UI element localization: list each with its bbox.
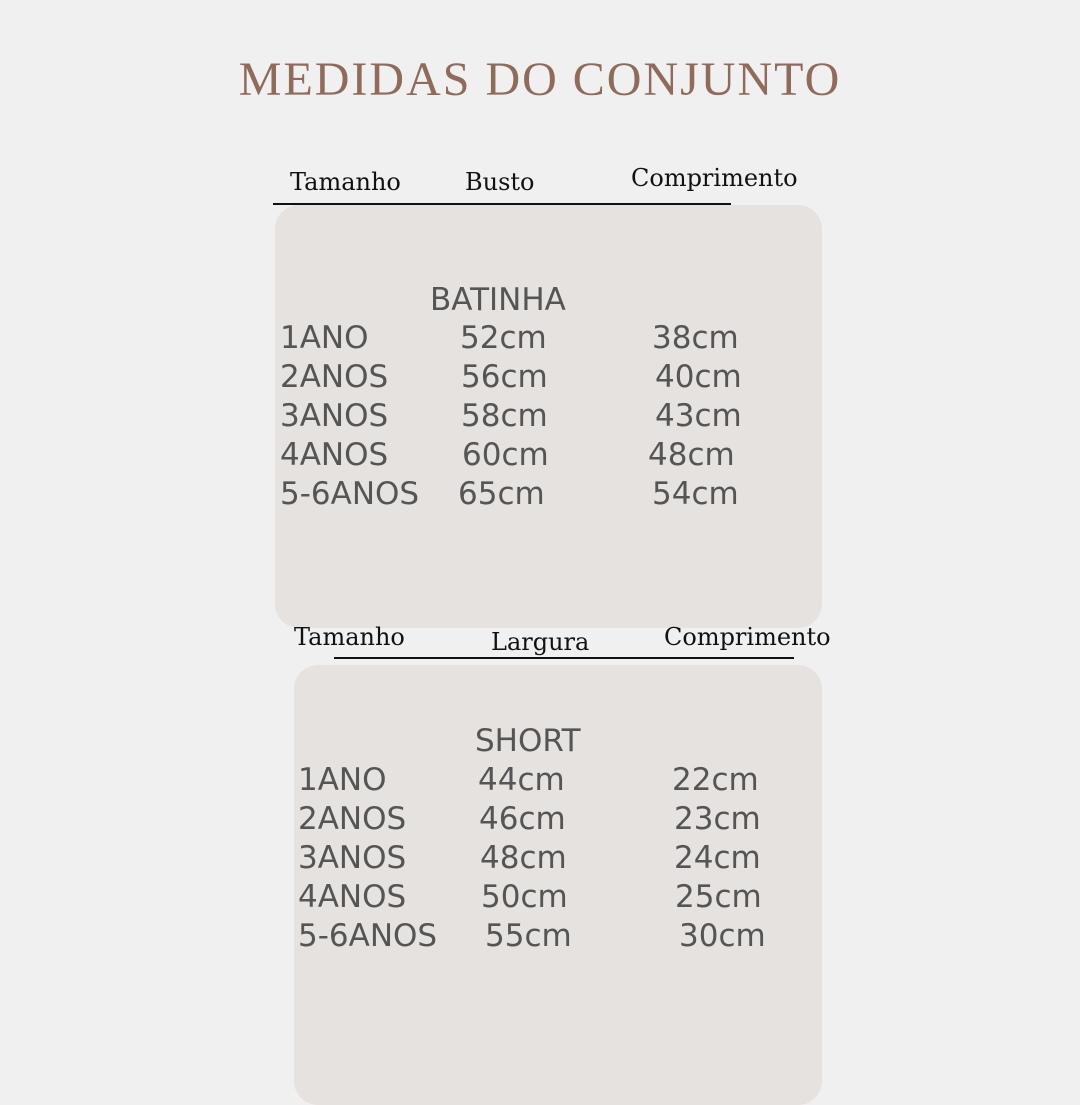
short-header-comprimento: Comprimento	[664, 623, 831, 651]
short-largura: 55cm	[485, 918, 572, 954]
short-size: 5-6ANOS	[298, 918, 438, 954]
batinha-label: BATINHA	[430, 282, 566, 318]
batinha-comprimento: 48cm	[648, 437, 735, 473]
batinha-size: 1ANO	[280, 320, 369, 356]
batinha-busto: 60cm	[462, 437, 549, 473]
page-title: MEDIDAS DO CONJUNTO	[238, 53, 842, 106]
short-header-divider	[334, 657, 794, 659]
short-size: 2ANOS	[298, 801, 407, 837]
batinha-header-tamanho: Tamanho	[290, 168, 401, 196]
batinha-header-busto: Busto	[465, 168, 535, 196]
short-comprimento: 30cm	[679, 918, 766, 954]
short-comprimento: 23cm	[674, 801, 761, 837]
batinha-size: 3ANOS	[280, 398, 389, 434]
short-size: 4ANOS	[298, 879, 407, 915]
batinha-busto: 56cm	[461, 359, 548, 395]
short-label: SHORT	[475, 723, 581, 759]
batinha-size: 4ANOS	[280, 437, 389, 473]
short-largura: 44cm	[478, 762, 565, 798]
batinha-comprimento: 40cm	[655, 359, 742, 395]
batinha-size: 2ANOS	[280, 359, 389, 395]
batinha-comprimento: 43cm	[655, 398, 742, 434]
short-size: 1ANO	[298, 762, 387, 798]
short-header-largura: Largura	[491, 628, 590, 656]
short-header-tamanho: Tamanho	[294, 623, 405, 651]
batinha-header-comprimento: Comprimento	[631, 164, 798, 192]
batinha-size: 5-6ANOS	[280, 476, 420, 512]
batinha-busto: 58cm	[461, 398, 548, 434]
batinha-comprimento: 38cm	[652, 320, 739, 356]
short-comprimento: 22cm	[672, 762, 759, 798]
short-largura: 46cm	[479, 801, 566, 837]
short-comprimento: 24cm	[674, 840, 761, 876]
short-comprimento: 25cm	[675, 879, 762, 915]
batinha-busto: 65cm	[458, 476, 545, 512]
batinha-comprimento: 54cm	[652, 476, 739, 512]
batinha-busto: 52cm	[460, 320, 547, 356]
short-largura: 48cm	[480, 840, 567, 876]
short-size: 3ANOS	[298, 840, 407, 876]
short-largura: 50cm	[481, 879, 568, 915]
